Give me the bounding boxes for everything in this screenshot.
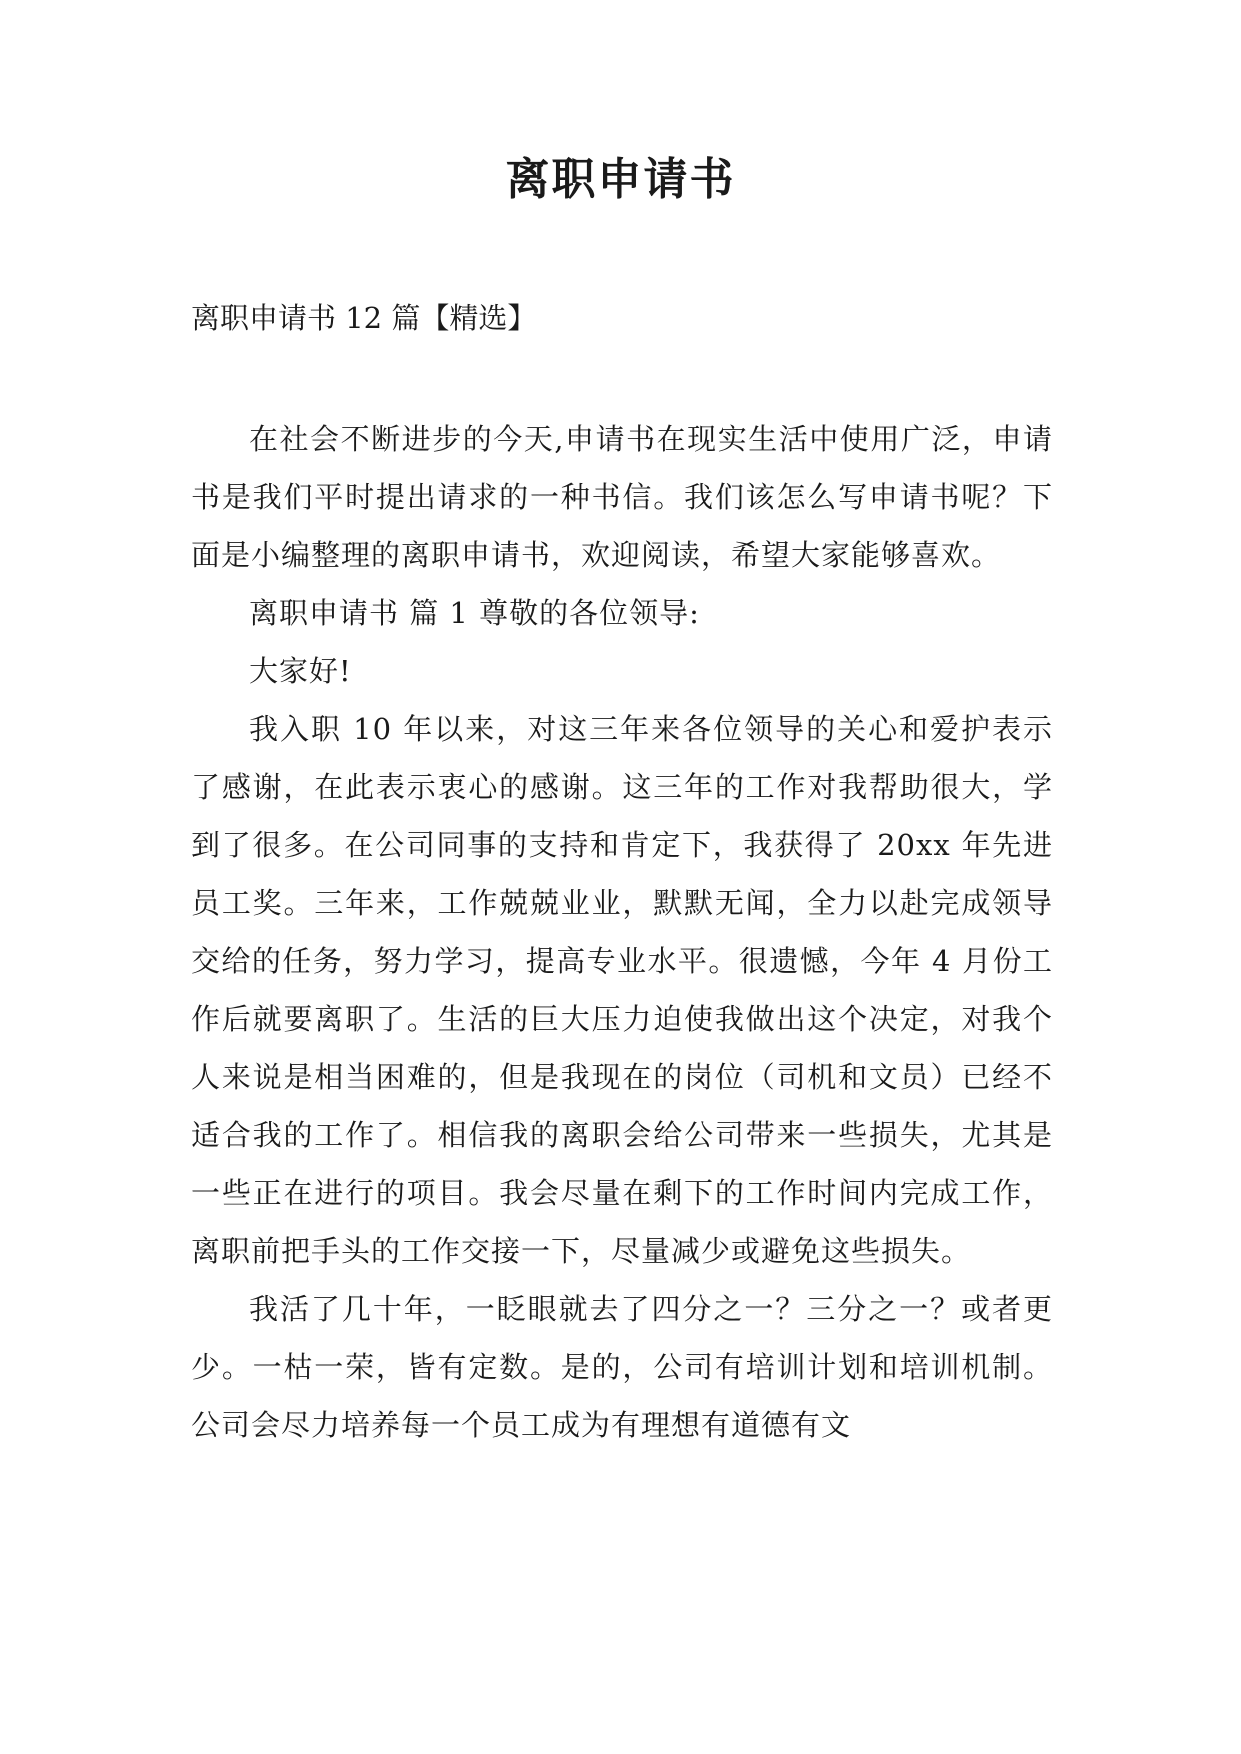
body-paragraph: 在社会不断进步的今天,申请书在现实生活中使用广泛，申请书是我们平时提出请求的一种书信。我们该怎么写申请书呢？下面是小编整理的离职申请书，欢迎阅读，希望大家能够喜欢。 — [191, 422, 1053, 572]
document-body — [191, 410, 1053, 1454]
body-paragraph: 大家好! — [249, 654, 352, 688]
body-paragraph: 我活了几十年，一眨眼就去了四分之一？三分之一？或者更少。一枯一荣，皆有定数。是的，公司有培训计划和培训机制。公司会尽力培养每一个员工成为有理想有道德有文 — [191, 1292, 1053, 1442]
body-paragraph: 我入职 10 年以来，对这三年来各位领导的关心和爱护表示了感谢，在此表示衷心的感谢。这三年的工作对我帮助很大，学到了很多。在公司同事的支持和肯定下，我获得了 20xx 年先进员工奖。三年来，工作兢兢业业，默默无闻，全力以赴完成领导交给的任务，努力学习，提高专业水平。很遗憾，今年 4 月份工作后就要离职了。生活的巨大压力迫使我做出这个决定，对我个人来说是相当困难的，但是我现在的岗位（司机和文员）已经不适合我的工作了。相信我的离职会给公司带来一些损失，尤其是一些正在进行的项目。我会尽量在剩下的工作时间内完成工作，离职前把手头的工作交接一下，尽量减少或避免这些损失。 — [191, 712, 1053, 1268]
body-paragraph: 离职申请书 篇 1 尊敬的各位领导: — [249, 596, 700, 630]
document-title: 离职申请书 — [505, 154, 736, 205]
document-subtitle: 离职申请书 12 篇【精选】 — [191, 301, 537, 335]
